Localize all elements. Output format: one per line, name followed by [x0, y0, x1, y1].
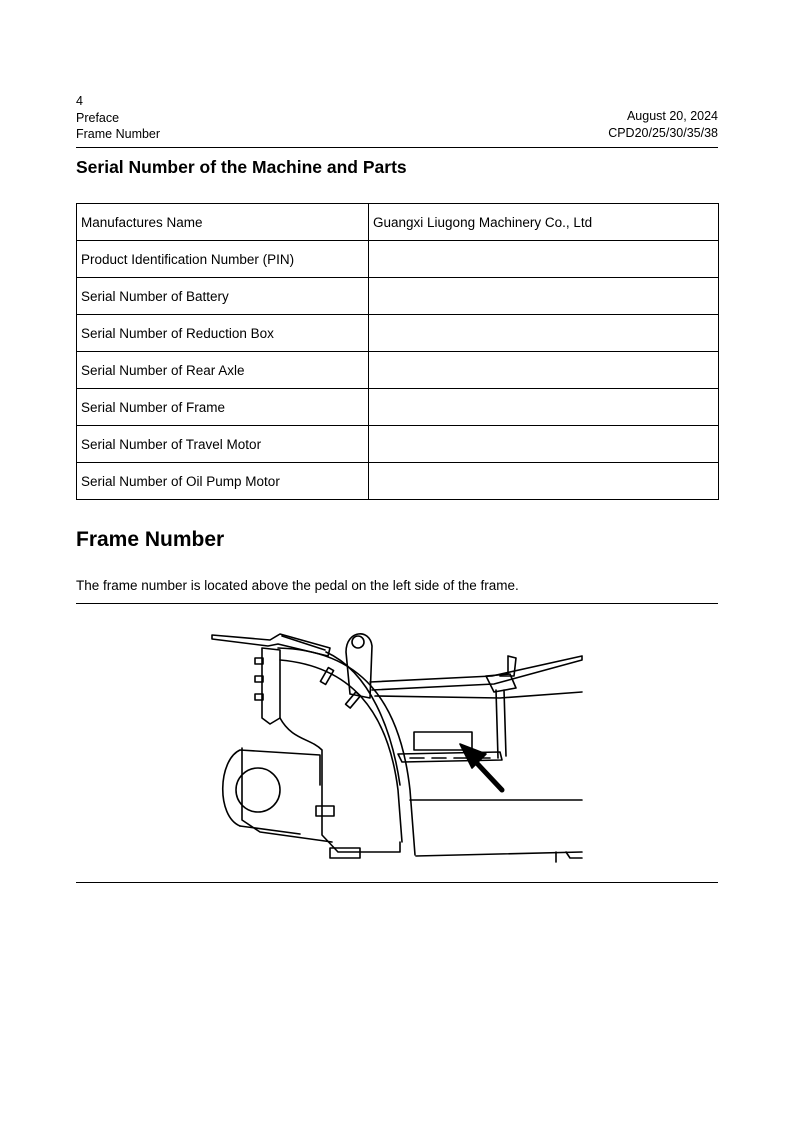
bottom-rail	[416, 852, 582, 856]
frame-figure	[76, 603, 718, 883]
slot	[346, 692, 361, 708]
table-row	[77, 463, 719, 500]
table-row	[77, 389, 719, 426]
serial-number-table	[76, 203, 719, 500]
frame-diagram	[210, 620, 584, 870]
row-value	[369, 426, 719, 463]
row-label: Product Identification Number (PIN)	[77, 241, 369, 278]
table-row	[77, 241, 719, 278]
upper-rail	[370, 656, 582, 690]
corner-bracket	[556, 852, 582, 862]
row-label: Manufactures Name	[77, 204, 369, 241]
arrow-icon	[460, 744, 486, 768]
tab	[330, 848, 360, 858]
header-section: Preface	[76, 110, 120, 125]
curved-frame-ridge	[326, 652, 400, 785]
page-number: 4	[76, 94, 83, 108]
row-value	[369, 389, 719, 426]
row-value	[369, 241, 719, 278]
table-row	[77, 352, 719, 389]
tab	[316, 806, 334, 816]
serial-section-title: Serial Number of the Machine and Parts	[76, 157, 407, 177]
row-label: Serial Number of Reduction Box	[77, 315, 369, 352]
row-label: Serial Number of Battery	[77, 278, 369, 315]
row-value	[369, 315, 719, 352]
row-label: Serial Number of Rear Axle	[77, 352, 369, 389]
row-value	[369, 463, 719, 500]
table-row	[77, 278, 719, 315]
row-label: Serial Number of Frame	[77, 389, 369, 426]
header-date: August 20, 2024	[626, 109, 718, 123]
frame-description: The frame number is located above the pedal on the left side of the frame.	[76, 578, 519, 593]
table-row	[77, 426, 719, 463]
left-bracket	[262, 648, 280, 724]
frame-section-title: Frame Number	[76, 528, 225, 551]
axle-clamp	[223, 750, 320, 826]
pivot-hole	[352, 636, 364, 648]
header-right	[608, 108, 718, 141]
header-model: CPD20/25/30/35/38	[608, 125, 718, 140]
pedal-rod	[496, 690, 506, 758]
row-value	[369, 352, 719, 389]
row-value	[369, 278, 719, 315]
lower-body	[280, 718, 400, 852]
upper-rail-lower	[375, 692, 582, 698]
header-subsection: Frame Number	[76, 127, 161, 141]
page-header	[76, 93, 718, 148]
row-value: Guangxi Liugong Machinery Co., Ltd	[369, 204, 719, 241]
row-label: Serial Number of Oil Pump Motor	[77, 463, 369, 500]
table-row	[77, 315, 719, 352]
curved-frame-inner	[280, 660, 402, 842]
header-left	[76, 93, 160, 143]
table-row	[77, 204, 719, 241]
pivot-lug	[346, 634, 372, 698]
row-label: Serial Number of Travel Motor	[77, 426, 369, 463]
curved-frame-outer	[278, 648, 415, 855]
